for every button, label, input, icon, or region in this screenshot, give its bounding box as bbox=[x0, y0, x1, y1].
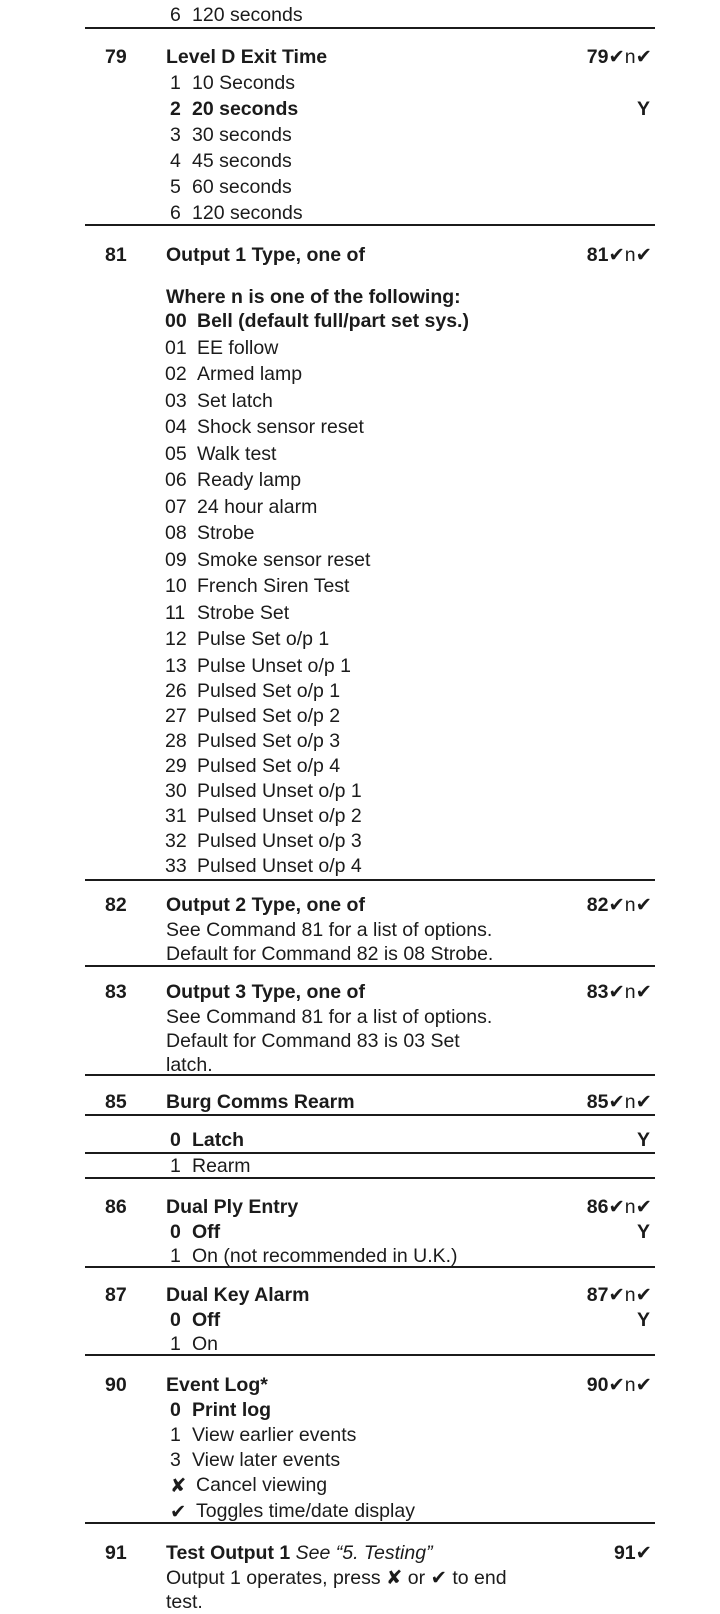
option-row bbox=[85, 754, 655, 779]
check-icon: ✔ bbox=[430, 1566, 447, 1589]
option-label: Pulsed Set o/p 2 bbox=[197, 705, 341, 727]
option-row bbox=[85, 626, 655, 653]
code-digits: 8 bbox=[586, 894, 598, 916]
option-row bbox=[85, 467, 655, 494]
command-header bbox=[85, 892, 655, 918]
keypress-code bbox=[587, 979, 652, 1005]
check-icon: ✔ bbox=[170, 1500, 187, 1523]
option-label: Pulse Set o/p 1 bbox=[197, 628, 330, 650]
option-row bbox=[85, 1398, 655, 1423]
option-row bbox=[85, 1499, 655, 1525]
option-row bbox=[85, 174, 655, 200]
option-row bbox=[85, 361, 655, 388]
cmd-81 bbox=[85, 242, 655, 879]
option-row bbox=[85, 1155, 655, 1178]
keypress-code bbox=[587, 1372, 652, 1398]
code-digits: 5 bbox=[597, 1091, 609, 1113]
option-label: Pulsed Unset o/p 3 bbox=[197, 830, 362, 852]
code-digits: 9 bbox=[586, 1374, 598, 1396]
option-number: 29 bbox=[165, 755, 187, 777]
variable-n: n bbox=[624, 894, 636, 916]
check-icon: ✔ bbox=[635, 1541, 652, 1564]
command-number: 85 bbox=[105, 1091, 127, 1113]
option-number: 5 bbox=[170, 176, 181, 198]
code-digits: 2 bbox=[597, 894, 609, 916]
command-header bbox=[85, 1194, 655, 1220]
code-digits: 8 bbox=[586, 1091, 598, 1113]
option-label: Latch bbox=[192, 1129, 245, 1151]
option-row bbox=[85, 494, 655, 521]
option-row bbox=[85, 1448, 655, 1473]
option-number: 33 bbox=[165, 855, 187, 877]
option-number: 00 bbox=[165, 310, 187, 332]
cmd-79 bbox=[85, 44, 655, 226]
default-flag: Y bbox=[636, 1309, 650, 1331]
option-row bbox=[85, 1332, 655, 1356]
command-header bbox=[85, 1282, 655, 1308]
code-digits: 0 bbox=[597, 1374, 609, 1396]
option-number: 1 bbox=[170, 1155, 181, 1177]
option-label: Pulse Unset o/p 1 bbox=[197, 654, 351, 677]
option-row bbox=[85, 308, 655, 335]
option-row bbox=[85, 200, 655, 226]
command-title: Dual Key Alarm bbox=[166, 1284, 310, 1306]
option-label: Strobe Set bbox=[197, 601, 290, 624]
command-header bbox=[85, 44, 655, 70]
check-key bbox=[170, 1499, 196, 1525]
code-digits: 1 bbox=[624, 1542, 636, 1564]
option-number: 03 bbox=[165, 389, 187, 412]
option-label: Pulsed Set o/p 3 bbox=[197, 730, 341, 752]
option-number: 26 bbox=[165, 680, 187, 702]
option-number: 6 bbox=[170, 4, 181, 26]
code-digits: 1 bbox=[597, 244, 609, 266]
option-label: 10 Seconds bbox=[192, 72, 295, 94]
cmd-91 bbox=[85, 1540, 655, 1614]
option-label: EE follow bbox=[197, 336, 279, 359]
option-number: 32 bbox=[165, 830, 187, 852]
check-icon: ✔ bbox=[608, 1090, 625, 1113]
keypress-code bbox=[587, 892, 652, 918]
check-icon: ✔ bbox=[635, 1090, 652, 1113]
option-label: 24 hour alarm bbox=[197, 495, 318, 518]
divider-rule bbox=[85, 879, 655, 881]
option-number: 4 bbox=[170, 150, 181, 172]
option-row bbox=[85, 2, 655, 28]
variable-n: n bbox=[624, 1196, 636, 1218]
option-number: 11 bbox=[165, 601, 186, 624]
option-label: Off bbox=[192, 1221, 221, 1243]
check-icon: ✔ bbox=[608, 243, 625, 266]
option-number: 06 bbox=[165, 469, 187, 491]
option-label: Strobe bbox=[197, 522, 255, 544]
cmd-83 bbox=[85, 979, 655, 1077]
command-number: 83 bbox=[105, 981, 127, 1003]
check-icon: ✔ bbox=[635, 1373, 652, 1396]
command-number: 79 bbox=[105, 46, 127, 68]
command-header bbox=[85, 242, 655, 268]
body-text: Default for Command 82 is 08 Strobe. bbox=[166, 943, 494, 965]
code-digits: 9 bbox=[597, 46, 609, 68]
option-label: View earlier events bbox=[192, 1424, 357, 1446]
option-row bbox=[85, 1473, 655, 1499]
option-row bbox=[85, 122, 655, 148]
option-label: 20 seconds bbox=[192, 98, 299, 120]
option-row bbox=[85, 600, 655, 627]
option-row bbox=[85, 388, 655, 415]
option-row bbox=[85, 804, 655, 829]
command-number: 87 bbox=[105, 1284, 127, 1306]
option-number: 0 bbox=[170, 1399, 181, 1421]
check-icon: ✔ bbox=[608, 1373, 625, 1396]
option-label: Toggles time/date display bbox=[196, 1500, 415, 1522]
option-row bbox=[85, 854, 655, 879]
option-label: Pulsed Unset o/p 1 bbox=[197, 780, 362, 802]
code-digits: 8 bbox=[586, 1284, 598, 1306]
body-text: test. bbox=[166, 1591, 203, 1613]
code-digits: 8 bbox=[586, 981, 598, 1003]
option-label: Print log bbox=[192, 1399, 272, 1421]
option-number: 31 bbox=[165, 805, 187, 827]
command-title: Event Log* bbox=[166, 1374, 268, 1396]
option-label: Rearm bbox=[192, 1155, 251, 1177]
default-flag: Y bbox=[636, 98, 650, 120]
keypress-code bbox=[614, 1540, 652, 1566]
option-row bbox=[85, 1129, 655, 1152]
keypress-code bbox=[587, 242, 652, 268]
check-icon: ✔ bbox=[635, 243, 652, 266]
option-label: Pulsed Set o/p 4 bbox=[197, 755, 341, 777]
code-digits: 7 bbox=[597, 1284, 609, 1306]
option-number: 0 bbox=[170, 1221, 181, 1243]
option-label: Walk test bbox=[197, 442, 277, 465]
command-title: Test Output 1 See “5. Testing” bbox=[166, 1542, 433, 1564]
option-label: Bell (default full/part set sys.) bbox=[197, 310, 469, 332]
option-number: 05 bbox=[165, 442, 187, 465]
option-number: 1 bbox=[170, 1245, 181, 1267]
command-title: Burg Comms Rearm bbox=[166, 1091, 355, 1113]
option-row bbox=[85, 653, 655, 680]
option-number: 28 bbox=[165, 730, 187, 752]
cmd-87 bbox=[85, 1282, 655, 1356]
command-title: Output 1 Type, one of bbox=[166, 244, 365, 266]
variable-n: n bbox=[624, 981, 636, 1003]
command-title: Level D Exit Time bbox=[166, 46, 328, 68]
variable-n: n bbox=[624, 244, 636, 266]
command-title: Dual Ply Entry bbox=[166, 1196, 299, 1218]
option-label: Ready lamp bbox=[197, 469, 302, 491]
option-label: Pulsed Unset o/p 4 bbox=[197, 855, 362, 877]
body-text: See Command 81 for a list of options. bbox=[166, 919, 493, 941]
option-label: Shock sensor reset bbox=[197, 416, 364, 438]
check-icon: ✔ bbox=[608, 980, 625, 1003]
option-row bbox=[85, 729, 655, 754]
cross-icon: ✘ bbox=[386, 1566, 403, 1589]
check-icon: ✔ bbox=[608, 893, 625, 916]
command-header bbox=[85, 1089, 655, 1115]
option-label: Pulsed Unset o/p 2 bbox=[197, 805, 362, 827]
option-number: 02 bbox=[165, 363, 187, 385]
option-number: 0 bbox=[170, 1129, 181, 1151]
body-text: latch. bbox=[166, 1054, 213, 1076]
option-label: 120 seconds bbox=[192, 202, 303, 224]
option-row bbox=[85, 1244, 655, 1268]
command-number: 91 bbox=[105, 1542, 127, 1564]
option-row bbox=[85, 520, 655, 547]
option-number: 10 bbox=[165, 575, 187, 597]
option-label: View later events bbox=[192, 1449, 341, 1471]
option-number: 3 bbox=[170, 124, 181, 146]
command-number: 81 bbox=[105, 244, 127, 266]
keypress-code bbox=[587, 1089, 652, 1115]
cross-icon: ✘ bbox=[170, 1474, 187, 1497]
option-row bbox=[85, 779, 655, 804]
option-number: 30 bbox=[165, 780, 187, 802]
option-row bbox=[85, 547, 655, 574]
option-row bbox=[85, 573, 655, 600]
option-label: Pulsed Set o/p 1 bbox=[197, 680, 341, 702]
command-header bbox=[85, 1540, 655, 1566]
cmd-82 bbox=[85, 892, 655, 966]
command-title: Output 2 Type, one of bbox=[166, 894, 365, 916]
option-row bbox=[85, 148, 655, 174]
option-number: 6 bbox=[170, 202, 181, 224]
cmd-78-continuation bbox=[85, 2, 655, 28]
check-icon: ✔ bbox=[635, 1195, 652, 1218]
check-icon: ✔ bbox=[608, 1195, 625, 1218]
check-icon: ✔ bbox=[635, 1283, 652, 1306]
body-text: See Command 81 for a list of options. bbox=[166, 1006, 493, 1028]
option-number: 07 bbox=[165, 495, 187, 518]
option-row bbox=[85, 414, 655, 441]
command-number: 82 bbox=[105, 894, 127, 916]
option-label: 45 seconds bbox=[192, 150, 292, 172]
keypress-code bbox=[587, 1194, 652, 1220]
check-icon: ✔ bbox=[635, 893, 652, 916]
option-label: Cancel viewing bbox=[196, 1474, 328, 1496]
option-row bbox=[85, 704, 655, 729]
option-label: French Siren Test bbox=[197, 575, 350, 597]
subheading: Where n is one of the following: bbox=[166, 286, 461, 308]
option-label: On bbox=[192, 1333, 219, 1355]
option-row bbox=[85, 441, 655, 468]
option-number: 27 bbox=[165, 705, 187, 727]
cmd-90 bbox=[85, 1372, 655, 1525]
code-digits: 3 bbox=[597, 981, 609, 1003]
option-number: 1 bbox=[170, 72, 181, 94]
option-row bbox=[85, 829, 655, 854]
option-number: 13 bbox=[165, 654, 187, 677]
cmd-85 bbox=[85, 1089, 655, 1178]
option-number: 01 bbox=[165, 336, 187, 359]
variable-n: n bbox=[624, 1091, 636, 1113]
cmd-86 bbox=[85, 1194, 655, 1268]
keypress-code bbox=[587, 44, 652, 70]
code-digits: 6 bbox=[597, 1196, 609, 1218]
check-icon: ✔ bbox=[608, 45, 625, 68]
option-number: 09 bbox=[165, 548, 187, 571]
option-label: Smoke sensor reset bbox=[197, 548, 371, 571]
code-digits: 9 bbox=[613, 1542, 625, 1564]
option-label: 120 seconds bbox=[192, 4, 303, 26]
variable-n: n bbox=[624, 46, 636, 68]
default-flag: Y bbox=[636, 1129, 650, 1151]
variable-n: n bbox=[624, 1284, 636, 1306]
option-label: Off bbox=[192, 1309, 221, 1331]
code-digits: 8 bbox=[586, 244, 598, 266]
command-title: Output 3 Type, one of bbox=[166, 981, 365, 1003]
command-number: 86 bbox=[105, 1196, 127, 1218]
command-header bbox=[85, 1372, 655, 1398]
option-row bbox=[85, 70, 655, 96]
option-number: 3 bbox=[170, 1449, 181, 1471]
option-label: 30 seconds bbox=[192, 124, 292, 146]
body-text: Output 1 operates, press ✘ or ✔ to end bbox=[166, 1566, 507, 1589]
option-number: 0 bbox=[170, 1309, 181, 1331]
option-row bbox=[85, 1423, 655, 1448]
option-label: On (not recommended in U.K.) bbox=[192, 1245, 458, 1267]
option-number: 08 bbox=[165, 522, 187, 544]
check-icon: ✔ bbox=[635, 45, 652, 68]
code-digits: 8 bbox=[586, 1196, 598, 1218]
command-header bbox=[85, 979, 655, 1005]
code-digits: 7 bbox=[586, 46, 598, 68]
option-label: Armed lamp bbox=[197, 363, 303, 385]
command-number: 90 bbox=[105, 1374, 127, 1396]
option-number: 2 bbox=[170, 98, 181, 120]
command-title-note: See “5. Testing” bbox=[290, 1542, 433, 1564]
option-row bbox=[85, 1308, 655, 1332]
option-number: 12 bbox=[165, 628, 187, 650]
option-number: 1 bbox=[170, 1333, 181, 1355]
default-flag: Y bbox=[636, 1221, 650, 1243]
option-row bbox=[85, 679, 655, 704]
option-row bbox=[85, 1220, 655, 1244]
variable-n: n bbox=[624, 1374, 636, 1396]
option-label: Set latch bbox=[197, 389, 273, 412]
check-icon: ✔ bbox=[635, 980, 652, 1003]
check-icon: ✔ bbox=[608, 1283, 625, 1306]
option-row bbox=[85, 335, 655, 362]
option-label: 60 seconds bbox=[192, 176, 292, 198]
body-text: Default for Command 83 is 03 Set bbox=[166, 1030, 460, 1052]
keypress-code bbox=[587, 1282, 652, 1308]
cross-key bbox=[170, 1473, 196, 1499]
option-number: 1 bbox=[170, 1424, 181, 1446]
option-number: 04 bbox=[165, 416, 187, 438]
option-row bbox=[85, 96, 655, 122]
